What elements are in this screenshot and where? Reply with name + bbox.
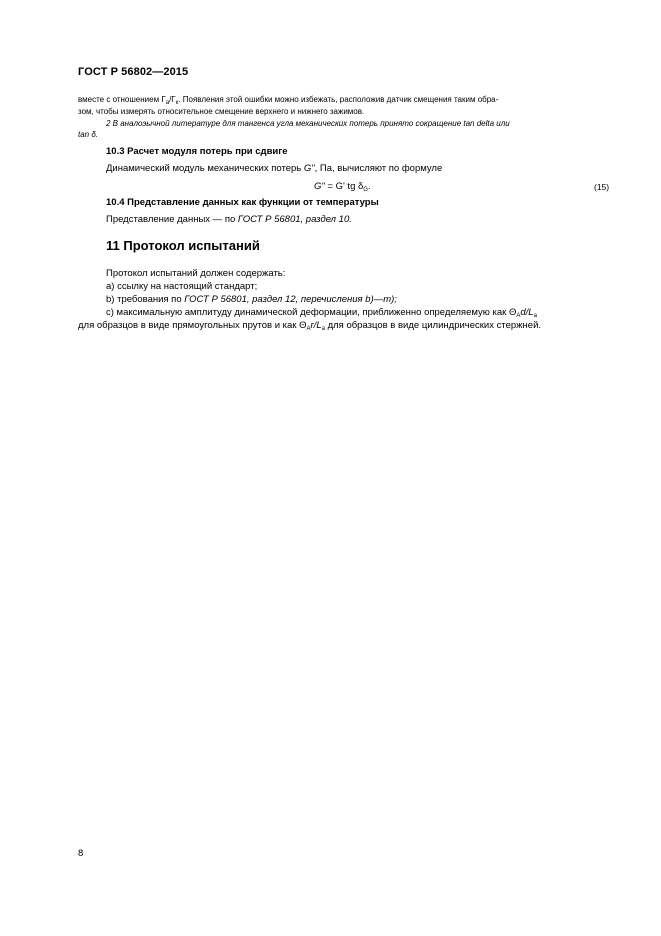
item-b-pre: b) требования по	[106, 294, 185, 305]
item-c-l2-pre: для образцов в виде прямоугольных прутов и как Θ	[78, 320, 307, 331]
formula-15	[314, 181, 371, 193]
item-c-sub-3: A	[306, 326, 311, 332]
item-c-sub-1: A	[516, 313, 521, 319]
list-item-a: a) ссылку на настоящий стандарт;	[106, 281, 258, 292]
note-2-line-1: 2 В аналоэычной литературе для тангенса угла механических потерь принято сокращение tan delta или	[106, 119, 510, 128]
item-c-l2-mid: r/L	[310, 320, 322, 331]
list-item-c-line-2	[78, 320, 615, 332]
page-number: 8	[78, 848, 84, 859]
gamma-ratio: /Γ	[169, 95, 176, 104]
item-c-l1-mid: d/L	[520, 307, 534, 318]
heading-11: 11 Протокол испытаний	[106, 238, 260, 253]
standard-header: ГОСТ Р 56802—2015	[78, 66, 189, 78]
heading-10-3: 10.3 Расчет модуля потерь при сдвиге	[106, 146, 288, 157]
list-item-c-line-1	[106, 307, 537, 319]
p-10-3-pre: Динамический модуль механических потерь	[106, 163, 304, 174]
note-1-line-2: зом, чтобы измерять относительное смещение верхнего и нижнего зажимов.	[78, 107, 365, 116]
formula-end: .	[367, 181, 371, 192]
item-c-l1-pre: c) максимальную амплитуду динамической деформации, приближенно определяемую как Θ	[106, 307, 517, 318]
formula-mid: = G' tg δ	[324, 181, 364, 192]
p-10-3-post: , Па, вычисляют по формуле	[314, 163, 443, 174]
p-10-4-pre: Представление данных — по	[106, 214, 238, 225]
p-10-3-var: G"	[303, 163, 315, 174]
equation-number: (15)	[594, 182, 610, 192]
heading-10-4: 10.4 Представление данных как функции от температуры	[106, 197, 379, 208]
item-c-sub-2: a	[533, 313, 537, 319]
note-2-line-2: tan δ.	[78, 130, 99, 139]
p-10-4-ref: ГОСТ Р 56801, раздел 10.	[237, 214, 352, 225]
formula-lhs: G"	[314, 181, 325, 192]
list-item-b	[106, 294, 397, 305]
paragraph-10-4	[106, 214, 352, 225]
gamma-sub-a: a	[165, 100, 170, 106]
gamma-symbol: Γ	[161, 95, 166, 104]
note-1-text-pre: вместе с отношением	[78, 95, 162, 104]
gamma-sub-k: к	[175, 100, 179, 106]
item-c-sub-4: a	[321, 326, 325, 332]
item-c-l2-post: для образцов в виде цилиндрических стержней.	[324, 320, 542, 331]
protocol-intro: Протокол испытаний должен содержать:	[106, 268, 286, 279]
note-1-text-post: . Появления этой ошибки можно избежать, расположив датчик смещения таким обра-	[178, 95, 499, 104]
paragraph-10-3	[106, 163, 442, 174]
item-b-ref: ГОСТ Р 56801, раздел 12, перечисления b)—m);	[184, 294, 397, 305]
formula-sub: G	[363, 187, 368, 193]
